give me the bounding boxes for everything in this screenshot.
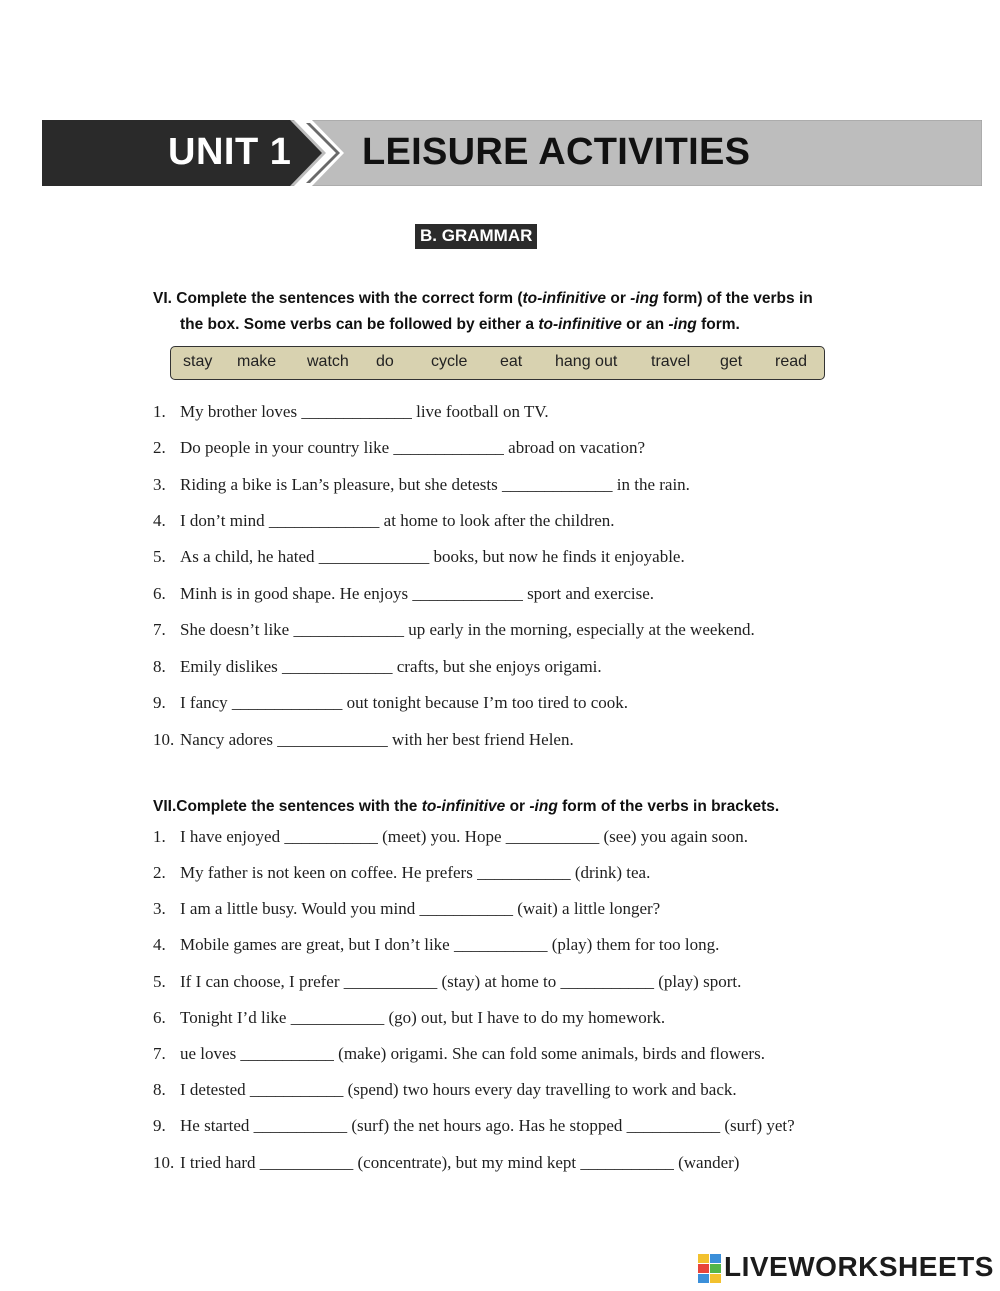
liveworksheets-blocks-icon (698, 1254, 722, 1284)
word-box-item: make (237, 353, 277, 370)
exercise-7-item: 9. He started ___________ (surf) the net hours ago. Has he stopped ___________ (surf) yet? (153, 1116, 795, 1135)
word-box-item: hang out (555, 353, 618, 370)
exercise-6-item: 4. I don’t mind _____________ at home to look after the children. (153, 511, 615, 530)
exercise-7-heading: VII.Complete the sentences with the to-infinitive or -ing form of the verbs in brackets. (153, 798, 780, 815)
exercise-7-item: 6. Tonight I’d like ___________ (go) out, but I have to do my homework. (153, 1008, 666, 1027)
exercise-7-item: 10. I tried hard ___________ (concentrate), but my mind kept ___________ (wander) (153, 1153, 740, 1172)
word-box-item: watch (307, 353, 349, 370)
exercise-6-item: 6. Minh is in good shape. He enjoys _____________ sport and exercise. (153, 584, 655, 603)
exercise-6-item: 1. My brother loves _____________ live football on TV. (153, 402, 549, 421)
exercise-6-heading: VI. Complete the sentences with the correct form (to-infinitive or -ing form) of the verbs in the box. Some verbs can be followed by either a to-infinitive or an -ing form. (153, 290, 813, 333)
unit-title: LEISURE ACTIVITIES (362, 131, 751, 173)
word-box-item: do (376, 353, 394, 370)
word-box-item: get (720, 353, 743, 370)
liveworksheets-logo-text[interactable]: LIVEWORKSHEETS (724, 1251, 994, 1282)
word-box-item: read (775, 353, 808, 370)
unit-number: UNIT 1 (168, 131, 292, 173)
section-label: B. GRAMMAR (415, 224, 537, 249)
exercise-6-number: VI. (153, 290, 172, 307)
exercise-6-item: 10. Nancy adores _____________ with her best friend Helen. (153, 730, 574, 749)
exercise-6-item: 3. Riding a bike is Lan’s pleasure, but she detests _____________ in the rain. (153, 475, 690, 494)
word-box-item: cycle (431, 353, 468, 370)
exercise-7-number: VII. (153, 798, 177, 815)
exercise-7-item: 2. My father is not keen on coffee. He prefers ___________ (drink) tea. (153, 863, 651, 882)
exercise-7-item: 1. I have enjoyed ___________ (meet) you. Hope ___________ (see) you again soon. (153, 827, 748, 846)
word-box-item: eat (500, 353, 523, 370)
exercise-7-item: 3. I am a little busy. Would you mind ___________ (wait) a little longer? (153, 899, 661, 918)
exercise-6-item: 2. Do people in your country like _____________ abroad on vacation? (153, 438, 646, 457)
exercise-7-item: 7. ue loves ___________ (make) origami. She can fold some animals, birds and flowers. (153, 1044, 765, 1063)
exercise-6-item: 9. I fancy _____________ out tonight because I’m too tired to cook. (153, 693, 629, 712)
word-box (170, 346, 825, 380)
exercise-6-item: 5. As a child, he hated _____________ books, but now he finds it enjoyable. (153, 547, 685, 566)
exercise-6-item: 7. She doesn’t like _____________ up early in the morning, especially at the weekend. (153, 620, 755, 639)
word-box-item: stay (183, 353, 213, 370)
word-box-item: travel (651, 353, 691, 370)
exercise-7-item: 5. If I can choose, I prefer ___________ (stay) at home to ___________ (play) sport. (153, 972, 742, 991)
exercise-6-item: 8. Emily dislikes _____________ crafts, but she enjoys origami. (153, 657, 602, 676)
exercise-7-item: 4. Mobile games are great, but I don’t like ___________ (play) them for too long. (153, 935, 720, 954)
exercise-7-item: 8. I detested ___________ (spend) two hours every day travelling to work and back. (153, 1080, 737, 1099)
